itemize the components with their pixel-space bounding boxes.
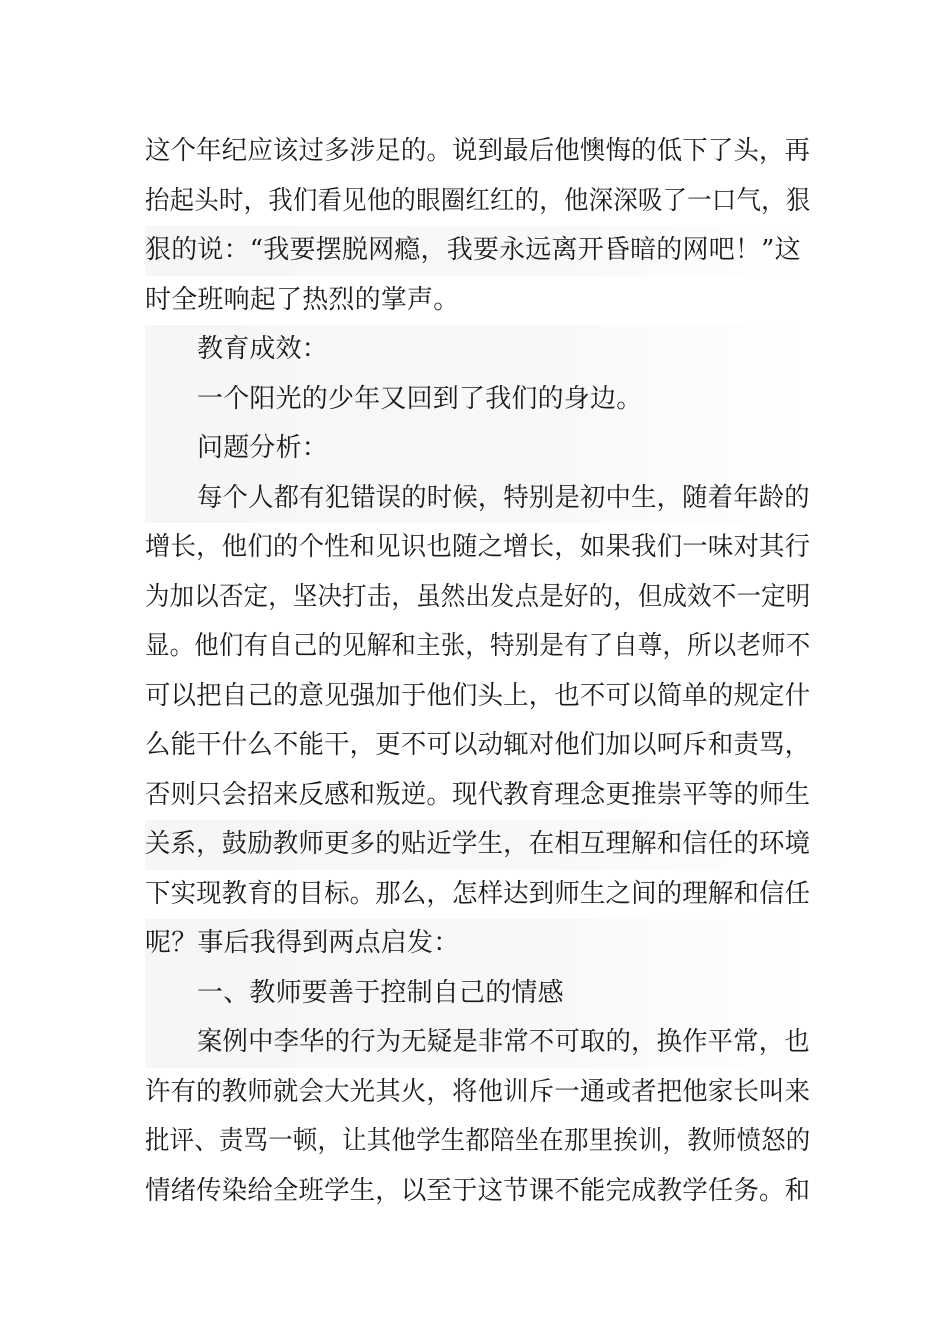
text-line: 一个阳光的少年又回到了我们的身边。 xyxy=(145,375,810,425)
text-line: 显。他们有自己的见解和主张，特别是有了自尊，所以老师不 xyxy=(145,631,811,661)
document-body xyxy=(145,127,810,1216)
text-line: 情绪传染给全班学生，以至于这节课不能完成教学任务。和 xyxy=(145,1175,811,1206)
text-line: 下实现教育的目标。那么，怎样达到师生之间的理解和信任 xyxy=(145,878,811,909)
text-line: 问题分析： xyxy=(145,424,810,474)
text-line: 否则只会招来反感和叛逆。现代教育理念更推崇平等的师生 xyxy=(145,779,811,810)
text-line: 教育成效： xyxy=(145,325,810,375)
text-line: 为加以否定，坚决打击，虽然出发点是好的，但成效不一定明 xyxy=(145,581,811,612)
text-line: 增长，他们的个性和见识也随之增长，如果我们一味对其行 xyxy=(145,532,811,562)
paragraph-problem-analysis xyxy=(145,474,810,969)
text-line: 关系，鼓励教师更多的贴近学生，在相互理解和信任的环境 xyxy=(145,820,810,870)
text-line: 可以把自己的意见强加于他们头上，也不可以简单的规定什 xyxy=(145,680,811,711)
text-line: 这个年纪应该过多涉足的。说到最后他懊悔的低下了头，再 xyxy=(145,136,811,166)
text-line: 案例中李华的行为无疑是非常不可取的，换作平常，也 xyxy=(145,1018,810,1068)
text-line: 一、教师要善于控制自己的情感 xyxy=(145,969,810,1019)
paragraph-story-ending xyxy=(145,127,810,325)
text-line: 抬起头时，我们看见他的眼圈红红的，他深深吸了一口气，狠 xyxy=(145,185,811,216)
text-line: 狠的说：“我要摆脱网瘾，我要永远离开昏暗的网吧！”这 xyxy=(145,226,810,276)
text-line: 批评、责骂一顿，让其他学生都陪坐在那里挨训，教师愤怒的 xyxy=(145,1126,811,1156)
heading-control-emotion xyxy=(145,969,810,1019)
text-line: 许有的教师就会大光其火，将他训斥一通或者把他家长叫来 xyxy=(145,1076,811,1107)
text-line: 每个人都有犯错误的时候，特别是初中生，随着年龄的 xyxy=(145,474,810,524)
text-line: 呢？事后我得到两点启发： xyxy=(145,919,810,969)
text-line: 时全班响起了热烈的掌声。 xyxy=(145,284,460,315)
heading-problem-analysis xyxy=(145,424,810,474)
paragraph-case-discussion xyxy=(145,1018,810,1216)
paragraph-education-effect xyxy=(145,375,810,425)
heading-education-effect xyxy=(145,325,810,375)
text-line: 么能干什么不能干，更不可以动辄对他们加以呵斥和责骂， xyxy=(145,730,811,760)
